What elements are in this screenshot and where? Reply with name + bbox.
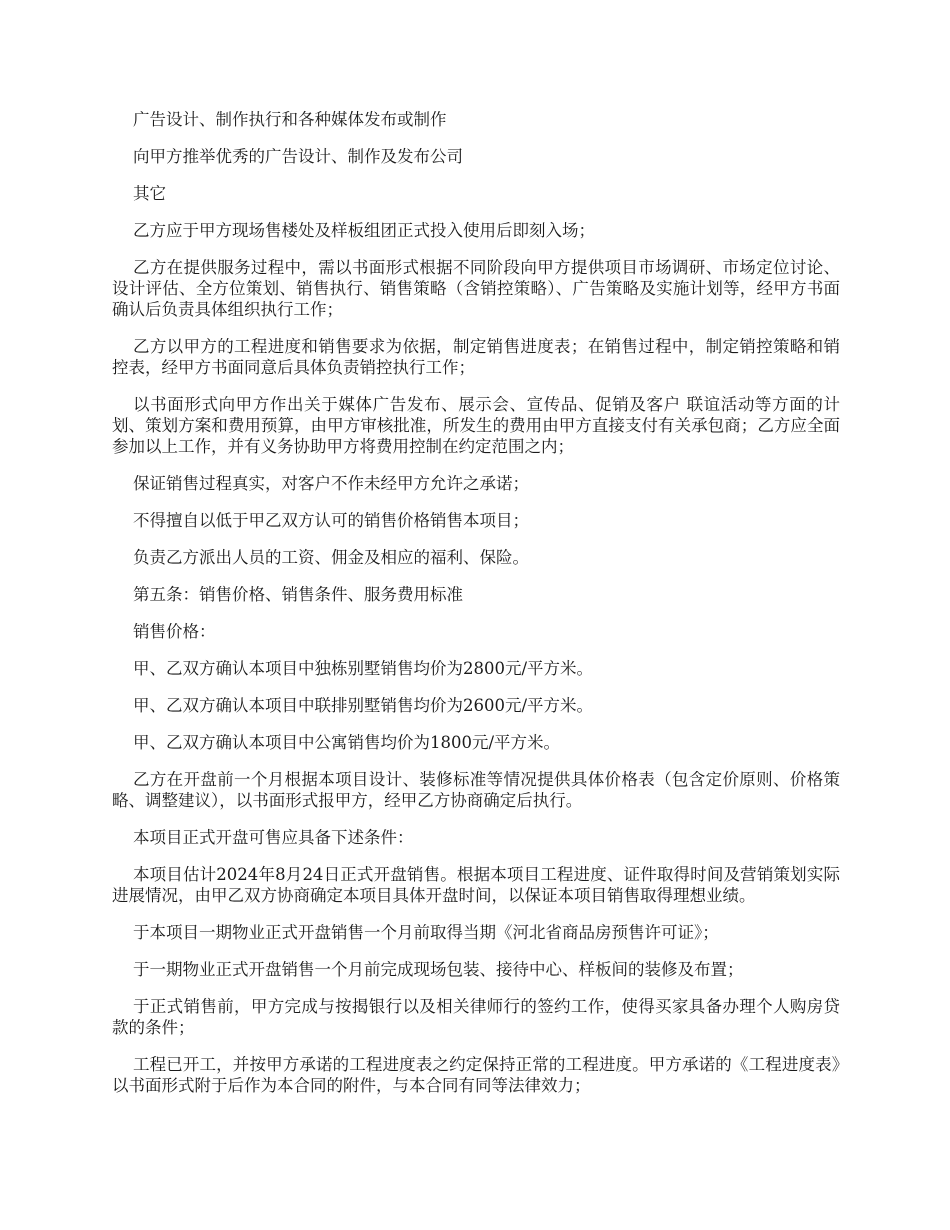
paragraph: 本项目估计2024年8月24日正式开盘销售。根据本项目工程进度、证件取得时间及营销策划实际进展情况，由甲乙双方协商确定本项目具体开盘时间，以保证本项目销售取得理想业绩。 (112, 865, 840, 905)
paragraph: 甲、乙双方确认本项目中独栋别墅销售均价为2800元/平方米。 (132, 659, 594, 678)
paragraph: 广告设计、制作执行和各种媒体发布或制作 (132, 110, 447, 129)
document-body (112, 109, 840, 1112)
paragraph: 销售价格： (132, 622, 216, 641)
paragraph: 工程已开工，并按甲方承诺的工程进度表之约定保持正常的工程进度。甲方承诺的《工程进度表》以书面形式附于后作为本合同的附件，与本合同有同等法律效力； (112, 1055, 840, 1095)
paragraph: 乙方应于甲方现场售楼处及样板组团正式投入使用后即刻入场； (132, 221, 595, 240)
paragraph: 以书面形式向甲方作出关于媒体广告发布、展示会、宣传品、促销及客户 联谊活动等方面的计划、策划方案和费用预算，由甲方审核批准，所发生的费用由甲方直接支付有关承包商；乙方应全面参加以上工作，并有义务协助甲方将费用控制在约定范围之内； (112, 395, 840, 456)
paragraph: 甲、乙双方确认本项目中联排别墅销售均价为2600元/平方米。 (132, 696, 594, 715)
paragraph: 乙方在开盘前一个月根据本项目设计、装修标准等情况提供具体价格表（包含定价原则、价格策略、调整建议），以书面形式报甲方，经甲乙方协商确定后执行。 (112, 770, 840, 810)
paragraph: 于正式销售前，甲方完成与按揭银行以及相关律师行的签约工作，使得买家具备办理个人购房贷款的条件； (112, 997, 840, 1037)
paragraph: 其它 (132, 184, 166, 203)
paragraph: 于本项目一期物业正式开盘销售一个月前取得当期《河北省商品房预售许可证》； (132, 923, 719, 942)
paragraph: 向甲方推举优秀的广告设计、制作及发布公司 (132, 147, 463, 166)
paragraph: 乙方以甲方的工程进度和销售要求为依据，制定销售进度表；在销售过程中，制定销控策略和销控表，经甲方书面同意后具体负责销控执行工作； (112, 337, 840, 377)
paragraph: 于一期物业正式开盘销售一个月前完成现场包装、接待中心、样板间的装修及布置； (132, 960, 744, 979)
paragraph: 保证销售过程真实，对客户不作未经甲方允许之承诺； (132, 474, 529, 493)
paragraph: 乙方在提供服务过程中，需以书面形式根据不同阶段向甲方提供项目市场调研、市场定位讨论、设计评估、全方位策划、销售执行、销售策略（含销控策略）、广告策略及实施计划等，经甲方书面确认后负责具体组织执行工作； (112, 258, 840, 319)
paragraph: 负责乙方派出人员的工资、佣金及相应的福利、保险。 (132, 548, 529, 567)
paragraph: 甲、乙双方确认本项目中公寓销售均价为1800元/平方米。 (132, 733, 561, 752)
section-heading: 第五条：销售价格、销售条件、服务费用标准 (132, 585, 463, 604)
paragraph: 本项目正式开盘可售应具备下述条件： (132, 828, 414, 847)
paragraph: 不得擅自以低于甲乙双方认可的销售价格销售本项目； (132, 511, 529, 530)
